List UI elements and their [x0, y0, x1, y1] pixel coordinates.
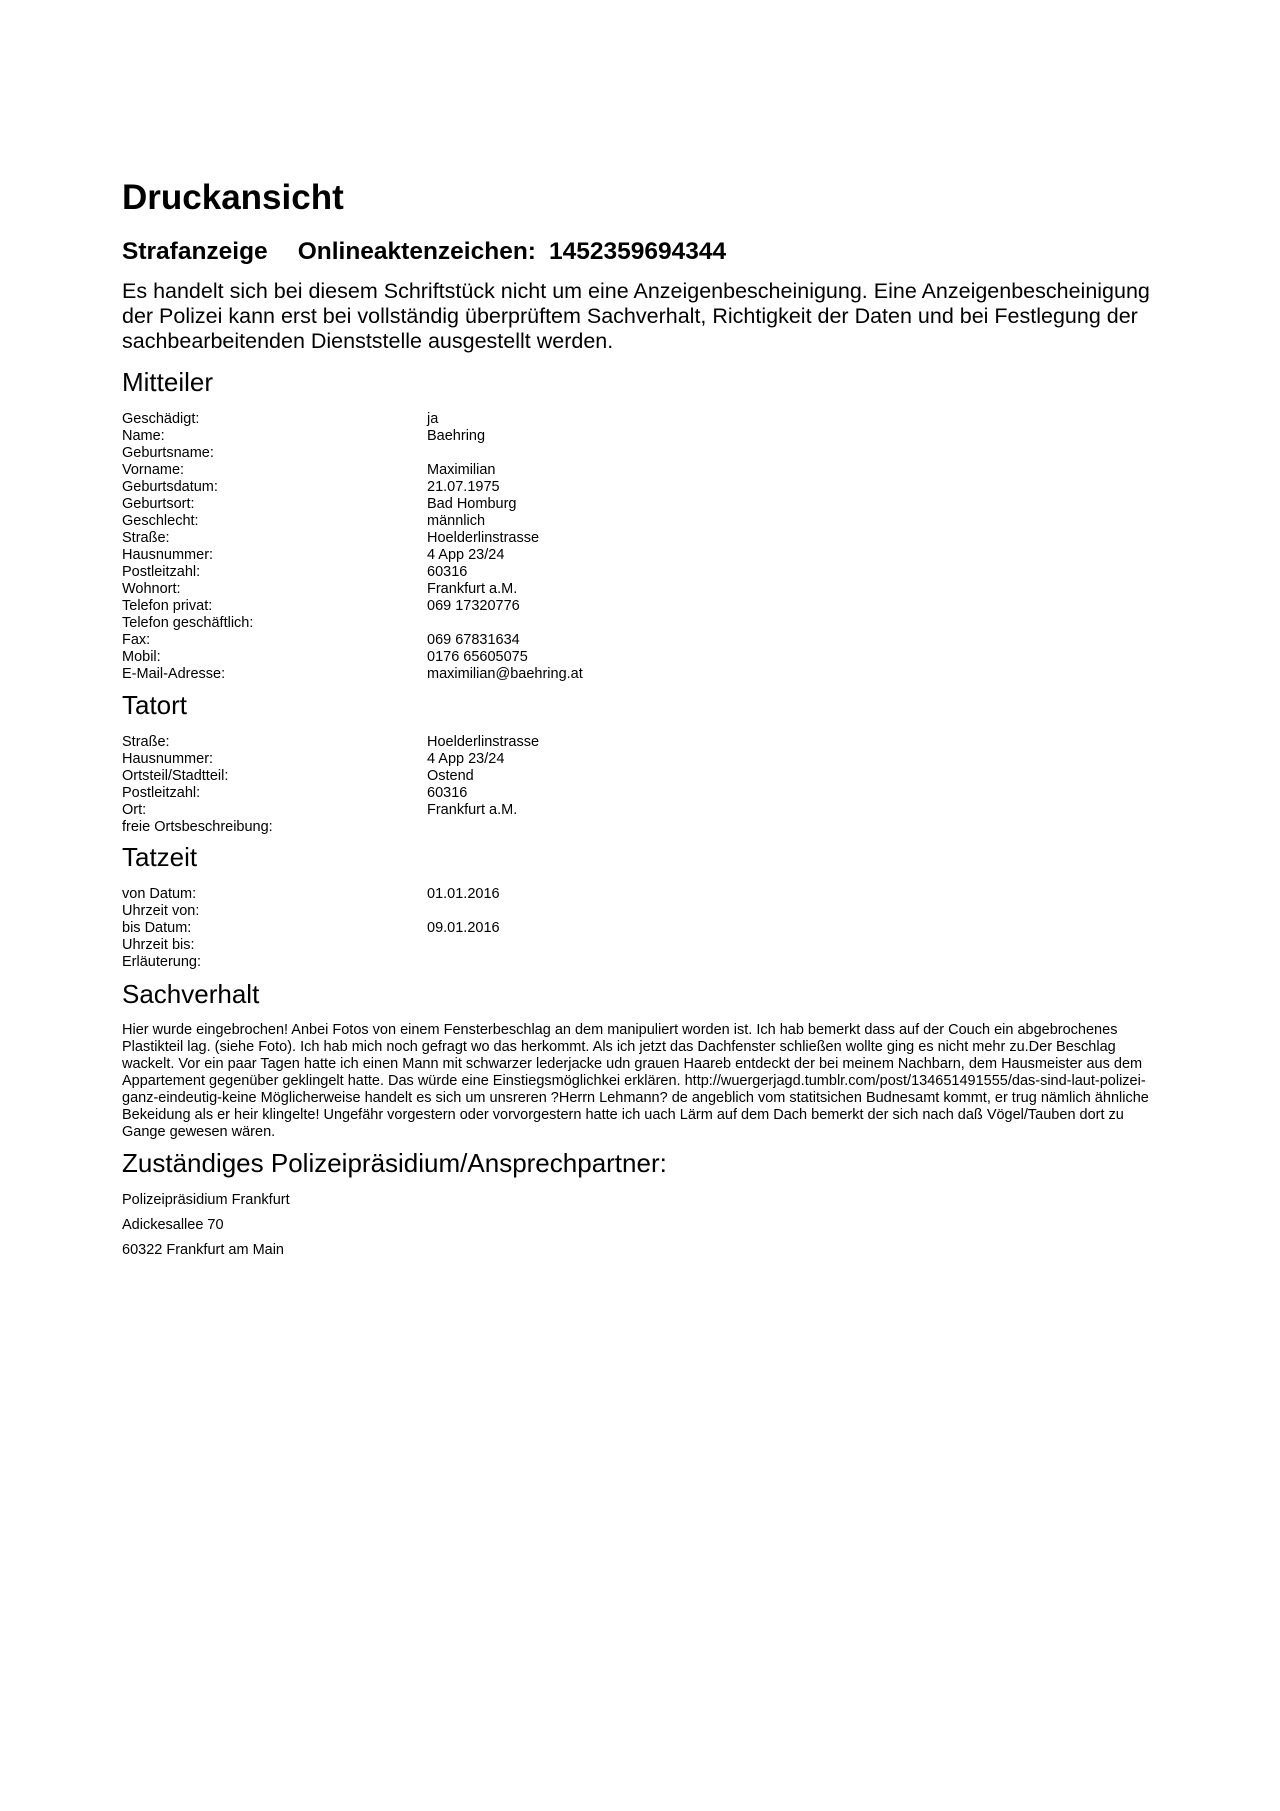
field-value: 60316 [427, 564, 468, 580]
mitteiler-fields [122, 411, 1162, 683]
section-heading-polizei: Zuständiges Polizeipräsidium/Ansprechpartner: [122, 1148, 667, 1178]
field-row [122, 564, 1162, 581]
field-row [122, 530, 1162, 547]
field-label: von Datum: [122, 886, 197, 902]
doc-type: Strafanzeige [122, 238, 268, 265]
police-street: Adickesallee 70 [122, 1217, 224, 1233]
field-value: 0176 65605075 [427, 649, 528, 665]
field-value: 4 App 23/24 [427, 547, 505, 563]
disclaimer-text: Es handelt sich bei diesem Schriftstück nicht um eine Anzeigenbescheinigung. Eine Anzeigenbescheinigung der Polizei kann erst bei vollständig überprüftem Sachverhalt, Richtigkeit der Daten und bei Festlegung der sachbearbeitenden Dienststelle ausgestellt werden. [122, 279, 1150, 353]
field-row [122, 547, 1162, 564]
field-row [122, 819, 1162, 836]
field-label: Postleitzahl: [122, 564, 201, 580]
police-city: 60322 Frankfurt am Main [122, 1242, 284, 1258]
field-value: 069 17320776 [427, 598, 520, 614]
field-row [122, 802, 1162, 819]
field-label: Erläuterung: [122, 954, 201, 970]
field-row [122, 411, 1162, 428]
field-label: Hausnummer: [122, 751, 214, 767]
akten-number: 1452359694344 [548, 238, 727, 265]
akten-label: Onlineaktenzeichen: [297, 238, 536, 265]
field-label: Geschlecht: [122, 513, 199, 529]
field-value: Bad Homburg [427, 496, 517, 512]
field-label: Uhrzeit bis: [122, 937, 195, 953]
field-row [122, 615, 1162, 632]
field-label: Telefon privat: [122, 598, 213, 614]
field-label: Telefon geschäftlich: [122, 615, 254, 631]
field-value: männlich [427, 513, 486, 529]
section-heading-mitteiler: Mitteiler [122, 367, 214, 397]
field-value: 21.07.1975 [427, 479, 500, 495]
field-value: 60316 [427, 785, 468, 801]
field-row [122, 768, 1162, 785]
field-row [122, 920, 1162, 937]
field-label: freie Ortsbeschreibung: [122, 819, 273, 835]
page-title: Druckansicht [122, 178, 344, 217]
sachverhalt-text: Hier wurde eingebrochen! Anbei Fotos von einem Fensterbeschlag an dem manipuliert worden ist. Ich hab bemerkt dass auf der Couch ein abgebrochenes Plastikteil lag. (siehe Foto). Ich hab mich noch gefragt wo das herkommt. Als ich jetzt das Dachfenster schließen wollte ging es nicht mehr zu.Der Beschlag wackelt. Vor ein paar Tagen hatte ich einen Mann mit schwarzer lederjacke udn grauen Haareb entdeckt der bei meinem Nachbarn, dem Hausmeister aus dem Appartement gegenüber geklingelt hatte. Das würde eine Einstiegsmöglichkei erklären. http://wuergerjagd.tumblr.com/post/134651491555/das-sind-laut-polizei-ganz-eindeutig-keine Möglicherweise handelt es sich um unsreren ?Herrn Lehmann? de angeblich vom statitsichen Budnesamt kommt, er trug nämlich ähnliche Bekeidung als er heir klingelte! Ungefähr vorgestern oder vorvorgestern hatte ich uach Lärm auf dem Dach bemerkt der sich nach daß Vögel/Tauben dort zu Gange gewesen wären. [122, 1022, 1149, 1140]
field-row [122, 479, 1162, 496]
email-value: maximilian@baehring.at [427, 666, 583, 682]
field-value: ja [427, 411, 439, 427]
field-label: Name: [122, 428, 165, 444]
field-label: Vorname: [122, 462, 185, 478]
section-heading-tatzeit: Tatzeit [122, 842, 198, 872]
field-label: Fax: [122, 632, 151, 648]
field-row [122, 886, 1162, 903]
field-value: Hoelderlinstrasse [427, 530, 540, 546]
field-row [122, 751, 1162, 768]
field-value: 069 67831634 [427, 632, 520, 648]
field-label: Ort: [122, 802, 147, 818]
field-value: Frankfurt a.M. [427, 802, 518, 818]
field-value: 01.01.2016 [427, 886, 500, 902]
field-row [122, 581, 1162, 598]
field-label: Geschädigt: [122, 411, 200, 427]
tatort-fields [122, 734, 1162, 836]
field-label: Uhrzeit von: [122, 903, 200, 919]
field-row [122, 937, 1162, 954]
field-row [122, 632, 1162, 649]
field-label: Geburtsdatum: [122, 479, 218, 495]
field-row [122, 785, 1162, 802]
field-row [122, 428, 1162, 445]
field-row [122, 954, 1162, 971]
field-value: Frankfurt a.M. [427, 581, 518, 597]
field-value: Baehring [427, 428, 486, 444]
field-label: Mobil: [122, 649, 161, 665]
field-label: Straße: [122, 530, 170, 546]
field-row [122, 513, 1162, 530]
field-row [122, 649, 1162, 666]
section-heading-sachverhalt: Sachverhalt [122, 979, 260, 1009]
field-value: Ostend [427, 768, 474, 784]
field-label: Wohnort: [122, 581, 181, 597]
field-value: Hoelderlinstrasse [427, 734, 540, 750]
tatzeit-fields [122, 886, 1162, 971]
field-label: Geburtsname: [122, 445, 214, 461]
document-subtitle [122, 237, 726, 267]
field-label: Hausnummer: [122, 547, 214, 563]
field-row [122, 734, 1162, 751]
field-label: Postleitzahl: [122, 785, 201, 801]
field-row [122, 462, 1162, 479]
field-row [122, 445, 1162, 462]
field-row [122, 903, 1162, 920]
field-label: bis Datum: [122, 920, 192, 936]
field-row [122, 666, 1162, 683]
section-heading-tatort: Tatort [122, 690, 188, 720]
field-label: E-Mail-Adresse: [122, 666, 226, 682]
field-value: Maximilian [427, 462, 496, 478]
field-value: 09.01.2016 [427, 920, 500, 936]
field-label: Straße: [122, 734, 170, 750]
field-label: Ortsteil/Stadtteil: [122, 768, 229, 784]
field-row [122, 496, 1162, 513]
field-label: Geburtsort: [122, 496, 195, 512]
police-name: Polizeipräsidium Frankfurt [122, 1192, 290, 1208]
field-row [122, 598, 1162, 615]
field-value: 4 App 23/24 [427, 751, 505, 767]
